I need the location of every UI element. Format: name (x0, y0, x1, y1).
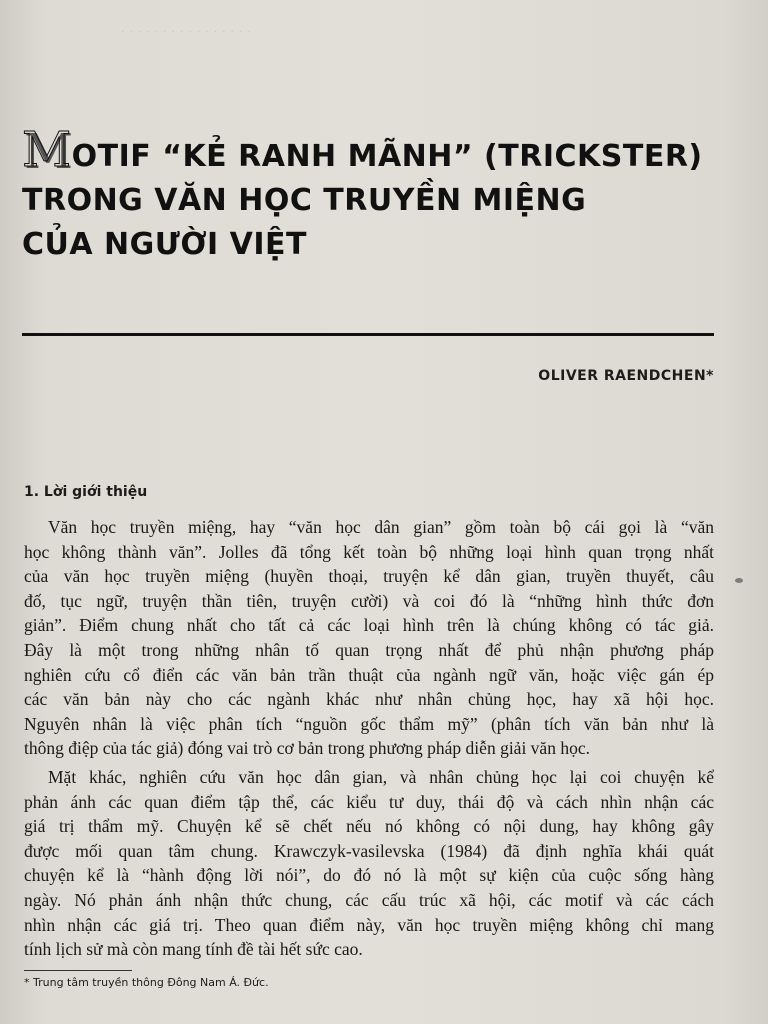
text-line: đố, tục ngữ, truyện thần tiên, truyện cười) và coi đó là “những hình thức đơn (24, 590, 714, 611)
text-line: Nguyên nhân là việc phân tích “nguồn gốc thẩm mỹ” (phân tích văn bản như là (24, 713, 714, 734)
title-drop-letter: M (22, 122, 72, 178)
footnote-rule (24, 970, 132, 971)
text-line: tính lịch sử mà còn mang tính đề tài hết sức cao. (24, 939, 363, 960)
title-line-1-text: OTIF “KẺ RANH MÃNH” (TRICKSTER) (71, 139, 703, 174)
text-line: học không thành văn”. Jolles đã tổng kết toàn bộ những loại hình quan trọng nhất (24, 541, 714, 562)
section-heading: 1. Lời giới thiệu (24, 484, 148, 500)
text-line: Văn học truyền miệng, hay “văn học dân gian” gồm toàn bộ cái gọi là “văn (48, 517, 714, 537)
text-line: Đây là một trong những nhân tố quan trọng nhất để phủ nhận phương pháp (24, 639, 714, 660)
text-line: giản”. Điểm chung nhất cho tất cả các loại hình trên là chúng không có tác giả. (24, 615, 714, 636)
text-line: nhìn nhận các giá trị. Theo quan điểm này, văn học truyền miệng không chỉ mang (24, 914, 714, 935)
page-blemish (735, 578, 743, 583)
title-line-2: TRONG VĂN HỌC TRUYỀN MIỆNG (22, 183, 587, 218)
text-line: giá trị thẩm mỹ. Chuyện kể sẽ chết nếu nó không có nội dung, hay không gây (24, 816, 714, 837)
text-line: được mối quan tâm chung. Krawczyk-vasilevska (1984) đã định nghĩa khái quát (24, 840, 714, 861)
title-line-3: CỦA NGƯỜI VIỆT (22, 227, 307, 262)
text-line: ngày. Nó phản ánh nhận thức chung, các cấu trúc xã hội, các motif và các cách (24, 889, 714, 910)
article-title (22, 122, 722, 267)
title-line-1 (22, 122, 722, 179)
text-line: thông điệp của tác giả) đóng vai trò cơ bản trong phương pháp diễn giải văn học. (24, 738, 590, 759)
author-name: OLIVER RAENDCHEN* (538, 368, 714, 384)
bleed-through-header: · · · · · · · · · · · · · · · · (120, 26, 251, 38)
text-line: nghiên cứu cổ điển các văn bản trần thuật của ngành ngữ văn, hoặc việc gán ép (24, 664, 714, 685)
text-line: các văn bản này cho các ngành khác như nhân chủng học, hay xã hội học. (24, 689, 714, 710)
text-line: phản ánh các quan điểm tập thể, các kiểu tư duy, thái độ và cách nhìn nhận các (24, 791, 714, 812)
paragraph-1 (24, 515, 714, 761)
text-line: Mặt khác, nghiên cứu văn học dân gian, và nhân chủng học lại coi chuyện kể (48, 767, 714, 787)
text-line: của văn học truyền miệng (huyền thoại, truyện kể dân gian, truyền thuyết, câu (24, 566, 714, 587)
footnote: * Trung tâm truyền thông Đông Nam Á. Đức. (24, 976, 269, 989)
text-line: chuyện kể là “hành động lời nói”, do đó nó là một sự kiện của cuộc sống hàng (24, 865, 714, 886)
paragraph-2 (24, 765, 714, 962)
title-rule (22, 333, 714, 336)
